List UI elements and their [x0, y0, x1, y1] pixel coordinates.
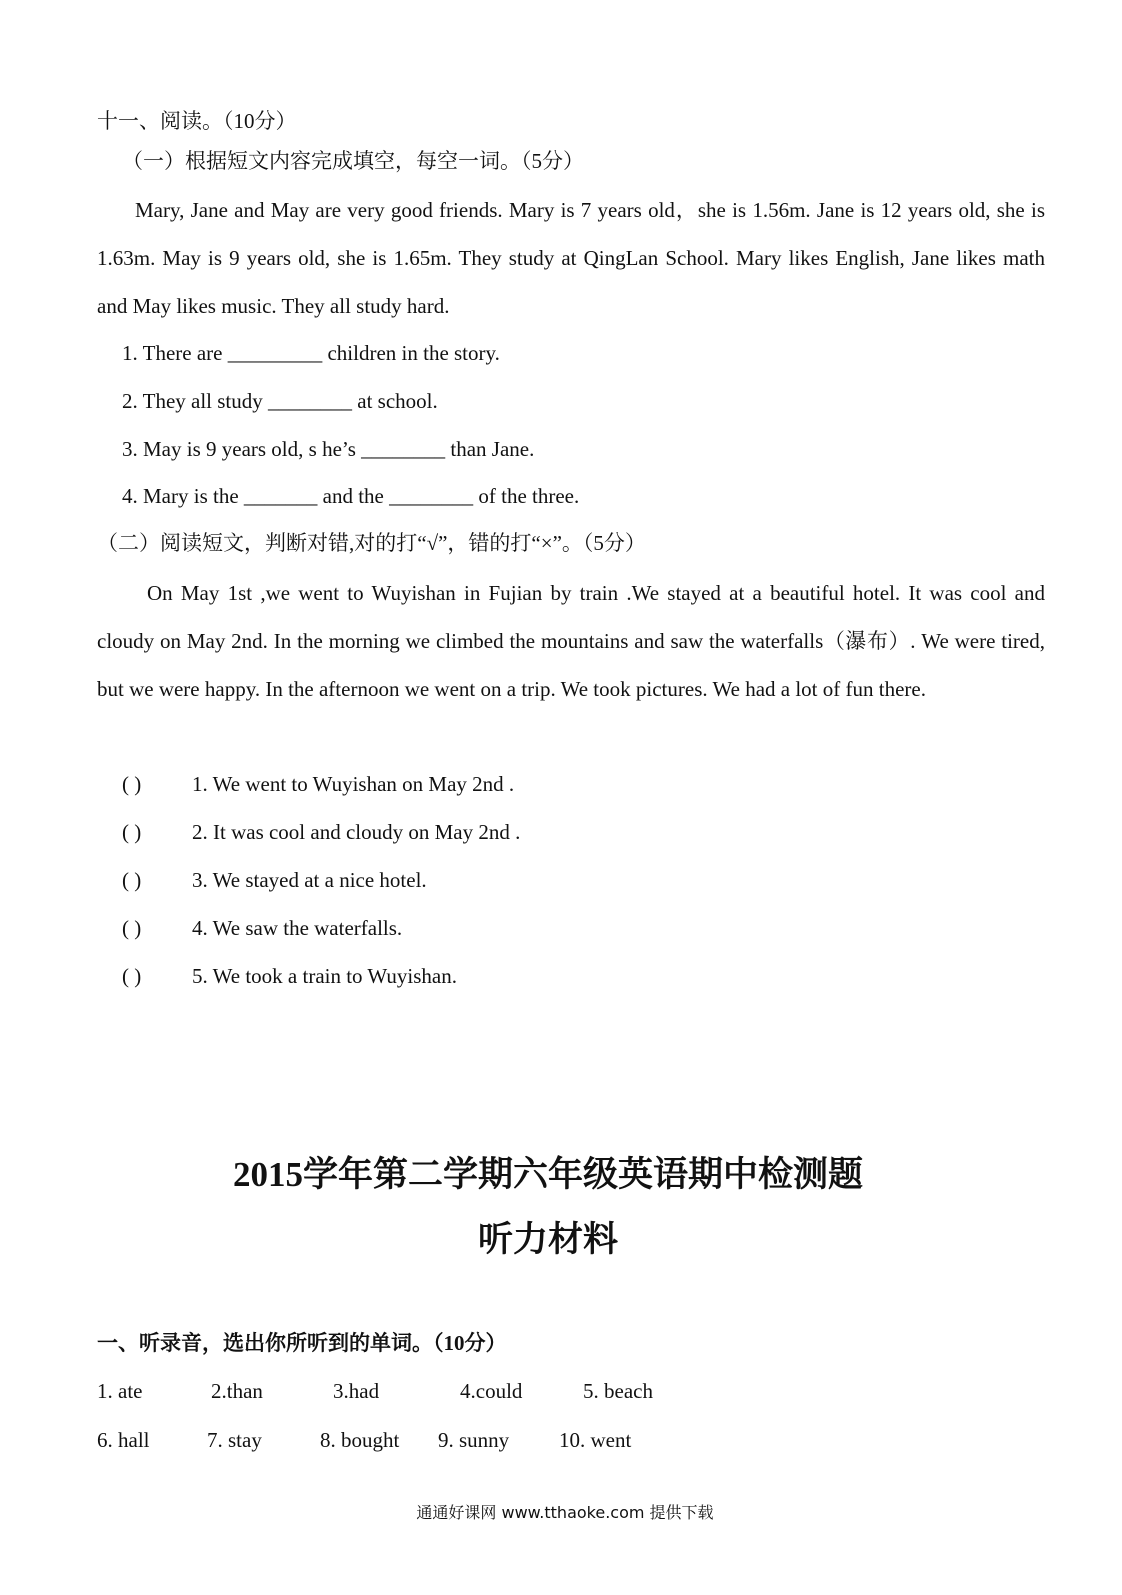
word-list-row-2	[97, 1426, 797, 1454]
word-item: 2.than	[211, 1379, 263, 1403]
tf-statement-text: 2. It was cool and cloudy on May 2nd .	[192, 820, 521, 844]
tf-statement-1	[122, 770, 514, 798]
word-item: 9. sunny	[438, 1428, 510, 1452]
tf-statement-2	[122, 818, 520, 846]
answer-paren: ( )	[122, 868, 142, 892]
tf-statement-4	[122, 914, 402, 942]
reading-passage-2	[97, 569, 1045, 713]
reading-passage-1	[97, 186, 1045, 330]
answer-paren: ( )	[122, 916, 142, 940]
passage-1-text: Mary, Jane and May are very good friends. Mary is 7 years old，she is 1.56m. Jane is 12 years old, she is 1.63m. May is 9 years old, she is 1.65m. They study at QingLan School. Mary likes English, Jane likes math and May likes music. They all study hard.	[97, 198, 1045, 318]
fill-question-3: 3. May is 9 years old, s he’s ________ than Jane.	[122, 437, 535, 461]
answer-paren: ( )	[122, 820, 142, 844]
fill-question-4: 4. Mary is the _______ and the ________ of the three.	[122, 484, 580, 508]
tf-statement-3	[122, 866, 427, 894]
tf-statement-text: 5. We took a train to Wuyishan.	[192, 964, 457, 988]
tf-statement-text: 3. We stayed at a nice hotel.	[192, 868, 427, 892]
word-item: 5. beach	[583, 1379, 653, 1403]
answer-paren: ( )	[122, 964, 142, 988]
word-item: 1. ate	[97, 1379, 143, 1403]
word-item: 4.could	[460, 1379, 523, 1403]
fill-question-1: 1. There are _________ children in the story.	[122, 341, 500, 365]
exam-subtitle: 听力材料	[477, 1220, 618, 1259]
word-item: 10. went	[559, 1428, 632, 1452]
reading-section-title: 十一、阅读。（10分）	[97, 109, 297, 133]
tf-statement-text: 1. We went to Wuyishan on May 2nd .	[192, 772, 515, 796]
passage-2-text: On May 1st ,we went to Wuyishan in Fujian by train .We stayed at a beautiful hotel. It was cool and cloudy on May 2nd. In the morning we climbed the mountains and saw the waterfalls（瀑布）. We were tired, but we were happy. In the afternoon we went on a trip. We took pictures. We had a lot of fun there.	[97, 581, 1045, 701]
word-item: 3.had	[333, 1379, 380, 1403]
word-item: 6. hall	[97, 1428, 150, 1452]
download-footer: 通通好课网 www.tthaoke.com 提供下载	[416, 1503, 714, 1522]
word-item: 7. stay	[207, 1428, 262, 1452]
reading-part1-title: （一）根据短文内容完成填空，每空一词。（5分）	[122, 149, 584, 173]
tf-statement-text: 4. We saw the waterfalls.	[192, 916, 403, 940]
listening-section-title: 一、听录音，选出你所听到的单词。（10分）	[97, 1331, 507, 1355]
reading-part2-title: （二）阅读短文，判断对错,对的打“√”，错的打“×”。（5分）	[97, 531, 646, 555]
word-item: 8. bought	[320, 1428, 400, 1452]
answer-paren: ( )	[122, 772, 142, 796]
fill-question-2: 2. They all study ________ at school.	[122, 389, 438, 413]
exam-title: 2015学年第二学期六年级英语期中检测题	[232, 1155, 863, 1194]
word-list-row-1	[97, 1377, 797, 1405]
tf-statement-5	[122, 962, 457, 990]
